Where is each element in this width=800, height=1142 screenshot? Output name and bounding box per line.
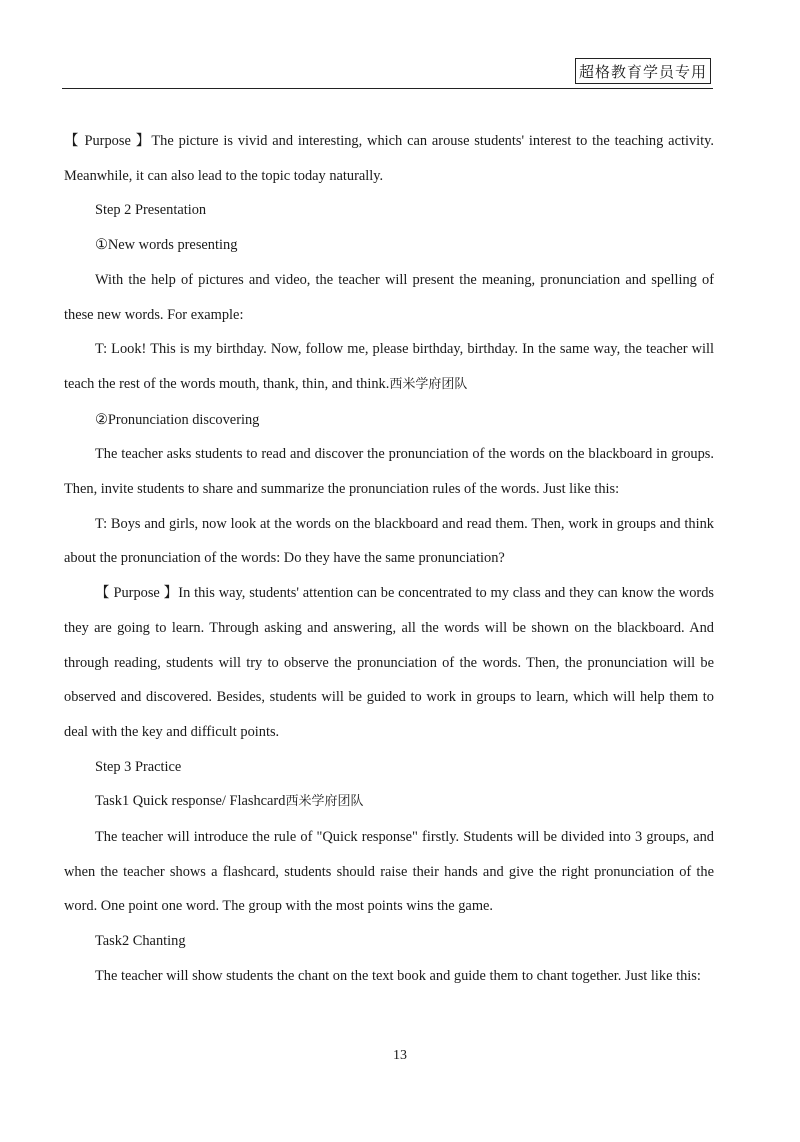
dialog-text-1: T: Look! This is my birthday. Now, follow me, please birthday, birthday. In the same way, the teacher will teach the rest of the words mouth, thank, thin, and think. bbox=[64, 341, 714, 392]
purpose-paragraph-1: 【 Purpose 】The picture is vivid and interesting, which can arouse students' interest to the teaching activity. Meanwhile, it can also lead to the topic today naturally. bbox=[64, 133, 714, 184]
pronunciation-heading: ②Pronunciation discovering bbox=[95, 411, 260, 428]
page-number: 13 bbox=[393, 1048, 407, 1063]
watermark-text: 西米学府团队 bbox=[389, 376, 468, 392]
new-words-heading: ①New words presenting bbox=[95, 237, 238, 254]
header-divider bbox=[62, 88, 713, 89]
task2-heading: Task2 Chanting bbox=[95, 933, 186, 950]
task1-paragraph: The teacher will introduce the rule of "Quick response" firstly. Students will be divided into 3 groups, and when the teacher shows a flashcard, students should raise their hands and give the right pronunciation of the word. One point one word. The group with the most points wins the game. bbox=[64, 829, 714, 915]
header-stamp: 超格教育学员专用 bbox=[575, 58, 711, 84]
task2-paragraph: The teacher will show students the chant on the text book and guide them to chant together. Just like this: bbox=[95, 967, 701, 984]
task1-heading bbox=[64, 784, 714, 820]
dialog-paragraph-1 bbox=[64, 332, 714, 402]
pronunciation-paragraph: The teacher asks students to read and discover the pronunciation of the words on the blackboard in groups. Then, invite students to share and summarize the pronunciation rules of the words. Just like this: bbox=[64, 446, 714, 498]
step2-heading: Step 2 Presentation bbox=[95, 202, 207, 219]
document-body bbox=[64, 124, 714, 994]
step3-heading: Step 3 Practice bbox=[95, 758, 182, 775]
task1-title: Task1 Quick response/ Flashcard bbox=[95, 793, 286, 810]
purpose-paragraph-2: 【 Purpose 】In this way, students' attention can be concentrated to my class and they can know the words they are going to learn. Through asking and answering, all the words will be shown on the blackboard. And through reading, students will try to observe the pronunciation of the words. Then, the pronunciation will be observed and discovered. Besides, students will be guided to work in groups to learn, which will help them to deal with the key and difficult points. bbox=[64, 585, 714, 740]
watermark-text: 西米学府团队 bbox=[285, 794, 364, 810]
new-words-paragraph: With the help of pictures and video, the teacher will present the meaning, pronunciation and spelling of these new words. For example: bbox=[64, 271, 714, 323]
dialog-paragraph-2: T: Boys and girls, now look at the words on the blackboard and read them. Then, work in groups and think about the pronunciation of the words: Do they have the same pronunciation? bbox=[64, 515, 714, 567]
